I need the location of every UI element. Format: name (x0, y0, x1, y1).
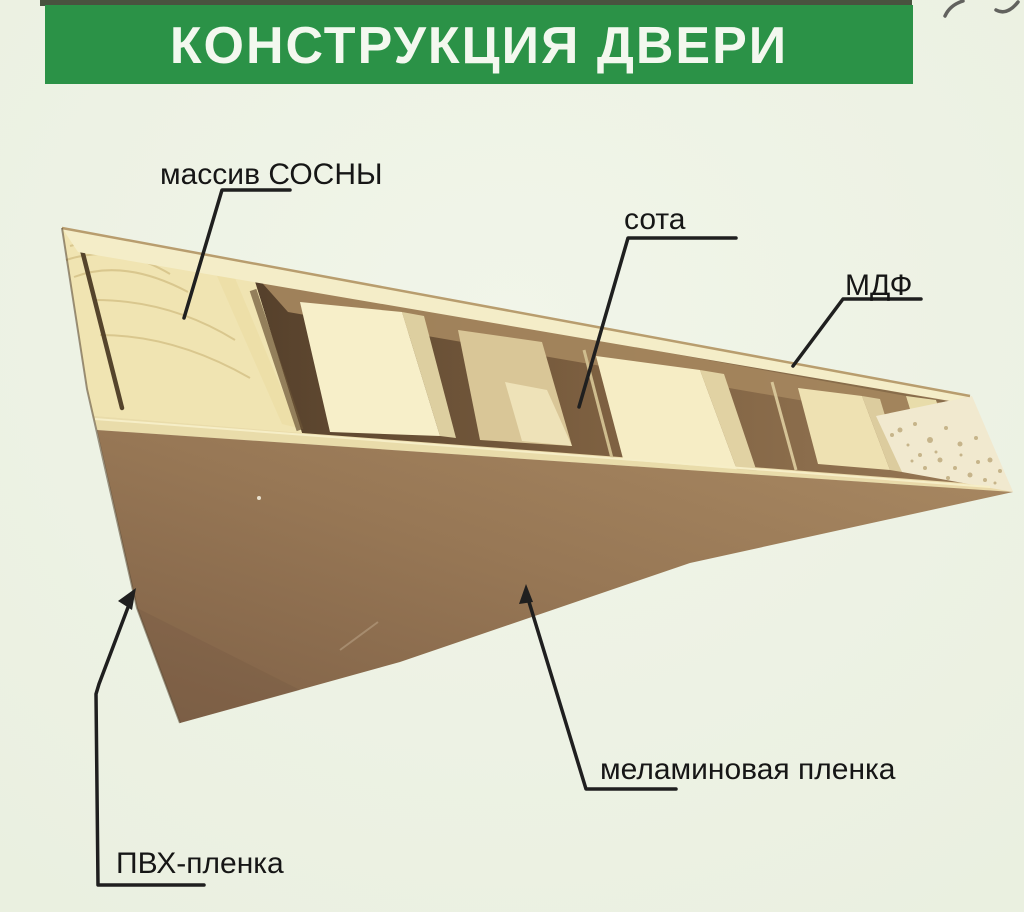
mdf-label: МДФ (845, 269, 913, 302)
pvc-label: ПВХ-пленка (116, 847, 284, 880)
honeycomb-label: сота (624, 203, 686, 236)
header-banner (45, 5, 913, 84)
page-title: КОНСТРУКЦИЯ ДВЕРИ (169, 17, 789, 75)
front-face-speck (257, 496, 261, 500)
pine-label: массив СОСНЫ (160, 158, 383, 191)
melamine-label: меламиновая пленка (600, 753, 896, 786)
